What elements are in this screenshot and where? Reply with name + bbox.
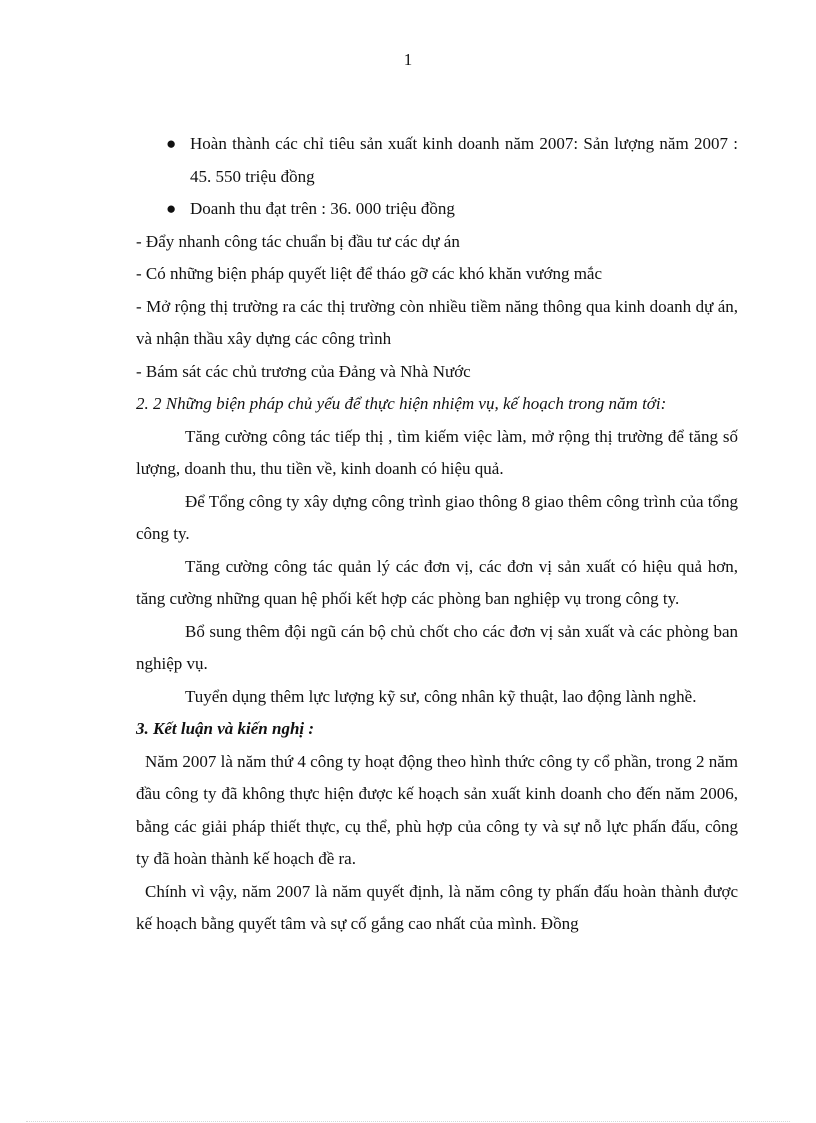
dash-item: - Đẩy nhanh công tác chuẩn bị đầu tư các dự án [136, 231, 460, 251]
bullet-icon: ● [166, 199, 177, 218]
paragraph: Tăng cường công tác tiếp thị , tìm kiếm việc làm, mở rộng thị trường để tăng số lượng, doanh thu, thu tiền về, kinh doanh có hiệu quả. [136, 426, 738, 478]
bullet-text: Doanh thu đạt trên : 36. 000 triệu đồng [190, 199, 455, 218]
paragraph: Bổ sung thêm đội ngũ cán bộ chủ chốt cho các đơn vị sản xuất và các phòng ban nghiệp vụ. [136, 621, 738, 673]
section-2-2-heading: 2. 2 Những biện pháp chủ yếu để thực hiện nhiệm vụ, kế hoạch trong năm tới: [136, 394, 667, 413]
bullet-item [136, 193, 738, 226]
paragraph: Năm 2007 là năm thứ 4 công ty hoạt động theo hình thức công ty cổ phần, trong 2 năm đầu công ty đã không thực hiện được kế hoạch sản xuất kinh doanh cho đến năm 2006, bằng các giải pháp thiết thực, cụ thể, phù hợp của công ty và sự nỗ lực phấn đấu, công ty đã hoàn thành kế hoạch đề ra. [136, 751, 738, 868]
paragraph: Tuyển dụng thêm lực lượng kỹ sư, công nhân kỹ thuật, lao động lành nghề. [185, 686, 697, 706]
bullet-icon: ● [166, 134, 177, 153]
section-3-heading: 3. Kết luận và kiến nghị : [136, 719, 315, 738]
dash-item: - Có những biện pháp quyết liệt để tháo gỡ các khó khăn vướng mắc [136, 264, 603, 283]
paragraph: Chính vì vậy, năm 2007 là năm quyết định, là năm công ty phấn đấu hoàn thành được kế hoạch bằng quyết tâm và sự cố gắng cao nhất của mình. Đồng [136, 881, 738, 933]
page-bottom-rule [26, 1121, 790, 1122]
dash-item: - Bám sát các chủ trương của Đảng và Nhà Nước [136, 361, 471, 381]
bullet-text: Hoàn thành các chỉ tiêu sản xuất kinh doanh năm 2007: Sản lượng năm 2007 : 45. 550 triệu đồng [190, 134, 738, 186]
paragraph: Để Tổng công ty xây dựng công trình giao thông 8 giao thêm công trình của tổng công ty. [136, 491, 738, 543]
page-number: 1 [403, 50, 413, 69]
paragraph: Tăng cường công tác quản lý các đơn vị, các đơn vị sản xuất có hiệu quả hơn, tăng cường những quan hệ phối kết hợp các phòng ban nghiệp vụ trong công ty. [136, 556, 738, 608]
bullet-item [136, 128, 738, 193]
dash-item: - Mở rộng thị trường ra các thị trường còn nhiều tiềm năng thông qua kinh doanh dự án, và nhận thầu xây dựng các công trình [136, 296, 738, 348]
document-body [136, 128, 738, 941]
